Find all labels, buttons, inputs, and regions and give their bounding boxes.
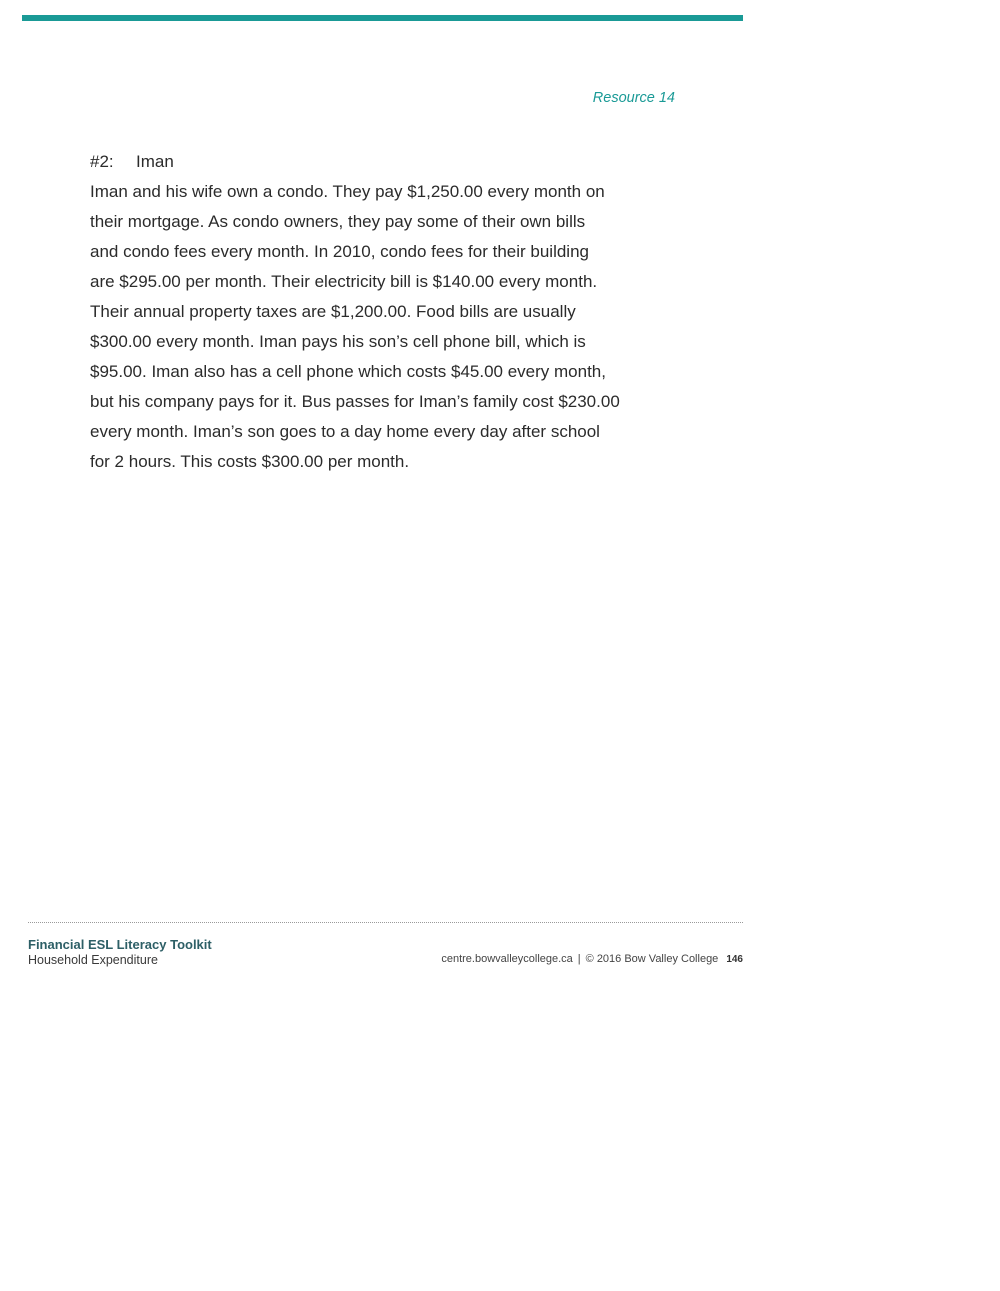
paragraph-line: and condo fees every month. In 2010, condo fees for their building — [90, 242, 589, 261]
top-accent-bar — [22, 15, 743, 21]
paragraph-line: their mortgage. As condo owners, they pay some of their own bills — [90, 212, 586, 231]
paragraph-line: $95.00. Iman also has a cell phone which costs $45.00 every month, — [90, 362, 606, 381]
footer-subtitle: Household Expenditure — [28, 953, 158, 967]
page-number: 146 — [726, 954, 743, 965]
resource-label: Resource 14 — [592, 90, 675, 106]
paragraph-line: Iman and his wife own a condo. They pay $1,250.00 every month on — [90, 182, 605, 201]
story-number: #2: — [90, 152, 114, 171]
paragraph-line: are $295.00 per month. Their electricity bill is $140.00 every month. — [90, 272, 598, 291]
footer-copyright: © 2016 Bow Valley College — [585, 953, 719, 965]
paragraph-line: Their annual property taxes are $1,200.00. Food bills are usually — [90, 302, 576, 321]
paragraph-line: for 2 hours. This costs $300.00 per month. — [90, 452, 410, 471]
paragraph-line: every month. Iman’s son goes to a day home every day after school — [90, 422, 600, 441]
footer-title: Financial ESL Literacy Toolkit — [28, 937, 212, 952]
story-heading — [90, 150, 174, 174]
footer-divider — [28, 922, 743, 923]
footer-separator: | — [577, 953, 581, 965]
story-name: Iman — [136, 152, 174, 171]
footer-website-link[interactable]: centre.bowvalleycollege.ca — [441, 953, 573, 965]
footer-credits — [441, 953, 743, 965]
story-paragraph — [90, 177, 690, 477]
paragraph-line: $300.00 every month. Iman pays his son’s cell phone bill, which is — [90, 332, 586, 351]
paragraph-line: but his company pays for it. Bus passes for Iman’s family cost $230.00 — [90, 392, 620, 411]
